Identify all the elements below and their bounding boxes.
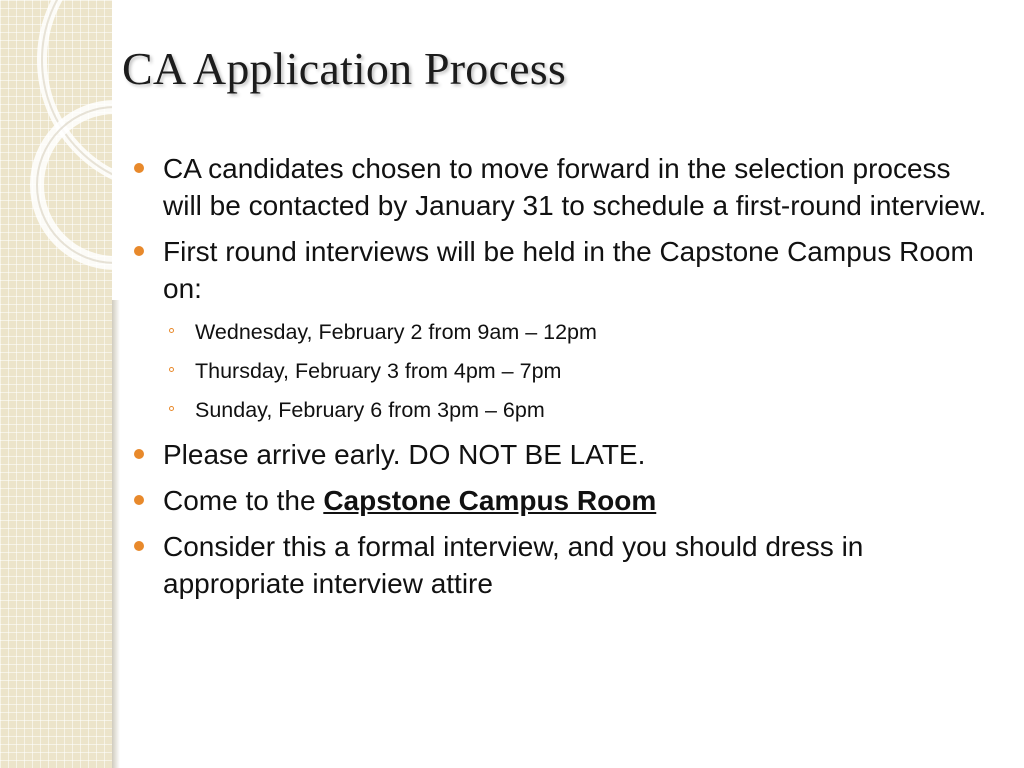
sub-bullet-item: [163, 319, 994, 345]
bullet-text: CA candidates chosen to move forward in the selection process will be contacted by January 31 to schedule a first-round interview.: [163, 153, 987, 221]
bullet-text: Consider this a formal interview, and you should dress in appropriate interview attire: [163, 531, 864, 599]
capstone-campus-room-link[interactable]: Capstone Campus Room: [323, 485, 657, 516]
bullet-icon: [134, 449, 144, 459]
slide-title: CA Application Process: [122, 43, 566, 94]
bullet-item: [134, 436, 994, 473]
sub-bullet-icon: [169, 406, 174, 411]
bullet-text: First round interviews will be held in the Capstone Campus Room on:: [163, 236, 974, 304]
sub-bullet-item: [163, 397, 994, 423]
bullet-list: [134, 150, 994, 602]
sub-bullet-text: Thursday, February 3 from 4pm – 7pm: [195, 359, 562, 383]
bullet-item: [134, 150, 994, 224]
bullet-icon: [134, 246, 144, 256]
bullet-text: Please arrive early. DO NOT BE LATE.: [163, 439, 646, 470]
sub-bullet-text: Sunday, February 6 from 3pm – 6pm: [195, 398, 545, 422]
sub-bullet-icon: [169, 367, 174, 372]
sub-bullet-icon: [169, 328, 174, 333]
bullet-icon: [134, 541, 144, 551]
sub-bullet-item: [163, 358, 994, 384]
bullet-item: [134, 528, 994, 602]
sub-bullet-text: Wednesday, February 2 from 9am – 12pm: [195, 320, 597, 344]
bullet-text-prefix: Come to the: [163, 485, 324, 516]
bullet-icon: [134, 163, 144, 173]
slide-content: [134, 150, 994, 611]
bullet-item: [134, 482, 994, 519]
bullet-icon: [134, 495, 144, 505]
sub-bullet-list: [163, 319, 994, 423]
bullet-item: [134, 233, 994, 423]
